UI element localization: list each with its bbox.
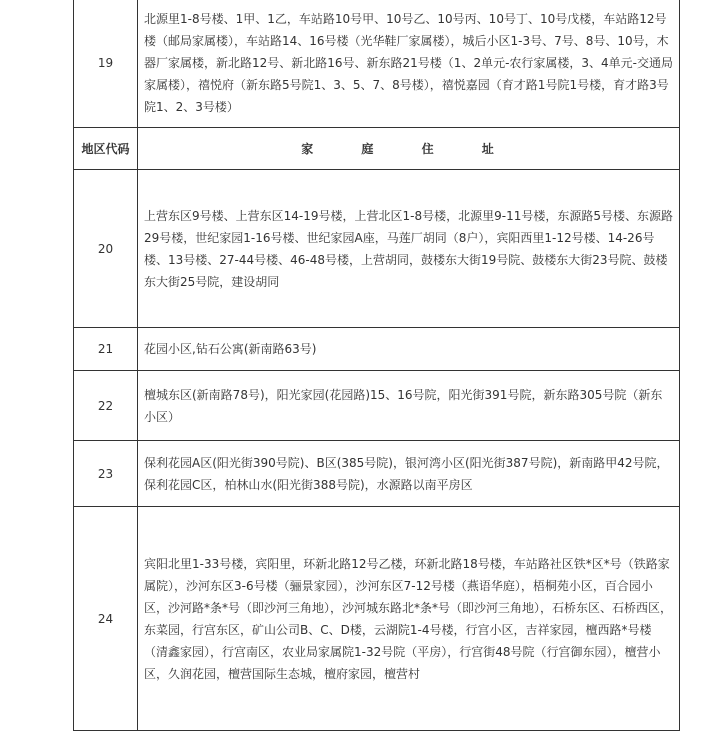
district-code-cell: 23 (74, 441, 138, 507)
district-address-table (73, 0, 680, 731)
address-cell: 上营东区9号楼、上营东区14-19号楼，上营北区1-8号楼，北源里9-11号楼，东源路5号楼、东源路29号楼，世纪家园1-16号楼、世纪家园A座，马莲厂胡同（8户），宾阳西里1-12号楼、14-26号楼、13号楼、27-44号楼、46-48号楼，上营胡同，鼓楼东大街19号院、鼓楼东大街23号院、鼓楼东大街25号院，建设胡同 (138, 170, 680, 328)
address-header: 家 庭 住 址 (138, 128, 680, 170)
address-cell: 宾阳北里1-33号楼，宾阳里，环新北路12号乙楼，环新北路18号楼，车站路社区铁*区*号（铁路家属院），沙河东区3-6号楼（骊景家园），沙河东区7-12号楼（燕语华庭），梧桐苑小区，百合园小区，沙河路*条*号（即沙河三角地），沙河城东路北*条*号（即沙河三角地），石桥东区、石桥西区，东菜园，行宫东区，矿山公司B、C、D楼，云湖院1-4号楼，行宫小区，吉祥家园，檀西路*号楼（清鑫家园），行宫南区，农业局家属院1-32号院（平房），行宫街48号院（行宫御东园），檀营小区，久润花园，檀营国际生态城，檀府家园，檀营村 (138, 507, 680, 731)
district-code-cell: 22 (74, 371, 138, 441)
table-row (74, 0, 680, 128)
table-row (74, 371, 680, 441)
district-code-cell: 20 (74, 170, 138, 328)
district-code-cell: 21 (74, 328, 138, 371)
district-code-cell: 24 (74, 507, 138, 731)
address-cell: 檀城东区(新南路78号)，阳光家园(花园路)15、16号院，阳光街391号院，新东路305号院（新东小区） (138, 371, 680, 441)
district-code-cell: 19 (74, 0, 138, 128)
address-cell: 北源里1-8号楼、1甲、1乙，车站路10号甲、10号乙、10号丙、10号丁、10号戊楼，车站路12号楼（邮局家属楼），车站路14、16号楼（光华鞋厂家属楼），城后小区1-3号、7号、8号、10号，木器厂家属楼，新北路12号、新北路16号、新东路21号楼（1、2单元-农行家属楼，3、4单元-交通局家属楼），禧悦府（新东路5号院1、3、5、7、8号楼），禧悦嘉园（育才路1号院1号楼，育才路3号院1、2、3号楼） (138, 0, 680, 128)
table-row (74, 441, 680, 507)
table-row (74, 507, 680, 731)
district-code-header: 地区代码 (74, 128, 138, 170)
address-cell: 保利花园A区(阳光街390号院)、B区(385号院)，银河湾小区(阳光街387号院)，新南路甲42号院，保利花园C区，柏林山水(阳光街388号院)，水源路以南平房区 (138, 441, 680, 507)
table-row (74, 170, 680, 328)
address-cell: 花园小区,钻石公寓(新南路63号) (138, 328, 680, 371)
header-row (74, 128, 680, 170)
table-row (74, 328, 680, 371)
